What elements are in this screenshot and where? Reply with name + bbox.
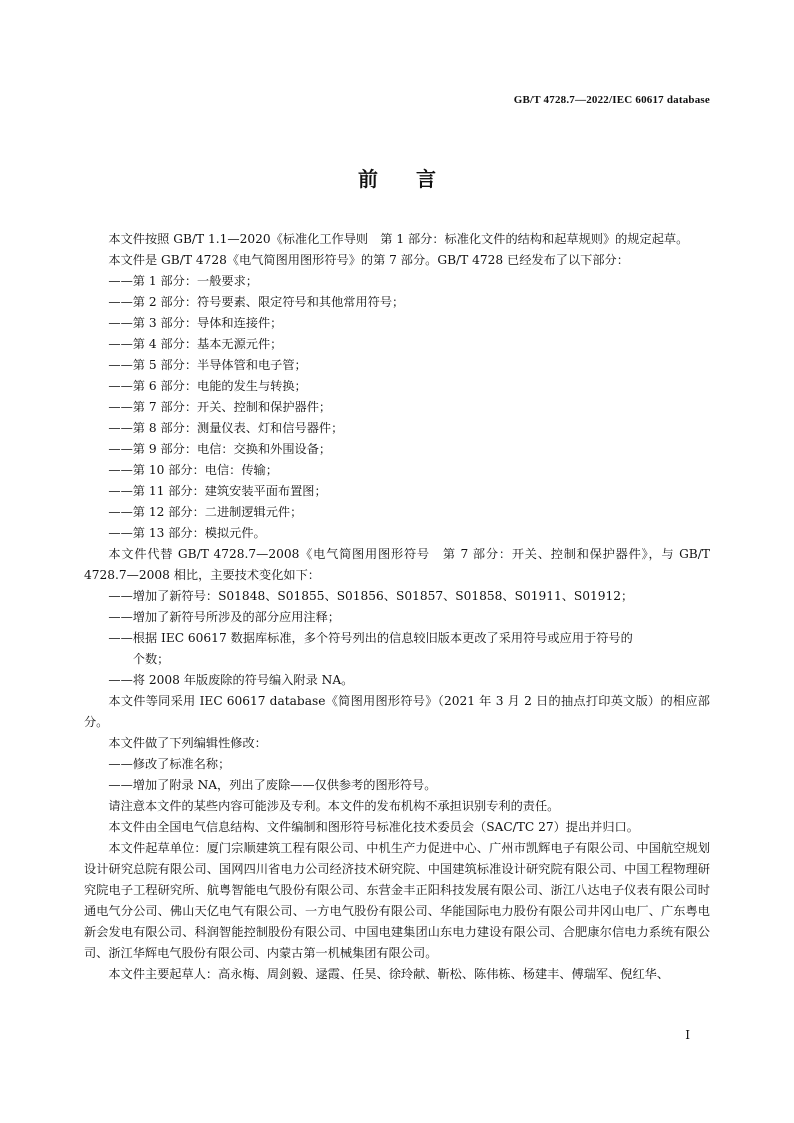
list-item-part: ——第 2 部分：符号要素、限定符号和其他常用符号； xyxy=(108,295,405,309)
list-item-change-continued: 个数； xyxy=(132,652,170,666)
list-item-edit: ——增加了附录 NA，列出了废除——仅供参考的图形符号。 xyxy=(108,778,437,792)
list-item-part: ——第 11 部分：建筑安装平面布置图； xyxy=(108,484,327,498)
page-number: I xyxy=(685,1028,690,1042)
list-item-change: ——增加了新符号：S01848、S01855、S01856、S01857、S01858、S01911、S01912； xyxy=(108,589,634,603)
list-item-change: ——将 2008 年版废除的符号编入附录 NA。 xyxy=(108,673,354,687)
list-item-part: ——第 4 部分：基本无源元件； xyxy=(108,337,283,351)
standard-header: GB/T 4728.7—2022/IEC 60617 database xyxy=(513,94,710,106)
paragraph-proposer: 本文件由全国电气信息结构、文件编制和图形符号标准化技术委员会（SAC/TC 27）提出并归口。 xyxy=(108,820,639,834)
list-item-part: ——第 3 部分：导体和连接件； xyxy=(108,316,283,330)
paragraph-drafters: 本文件主要起草人：高永梅、周剑毅、逯霞、任昊、徐玲献、靳松、陈伟栋、杨建丰、傅瑞军、倪红华、 xyxy=(108,967,670,981)
list-item-part: ——第 5 部分：半导体管和电子管； xyxy=(108,358,307,372)
paragraph-replaces: 本文件代替 GB/T 4728.7—2008《电气简图用图形符号 第 7 部分：开关、控制和保护器件》，与 GB/T 4728.7—2008 相比，主要技术变化如下： xyxy=(84,547,714,582)
page-title: 前言 xyxy=(358,167,474,191)
paragraph-drafting-rules: 本文件按照 GB/T 1.1—2020《标准化工作导则 第 1 部分：标准化文件的结构和起草规则》的规定起草。 xyxy=(108,232,689,246)
list-item-part: ——第 7 部分：开关、控制和保护器件； xyxy=(108,400,332,414)
list-item-edit: ——修改了标准名称； xyxy=(108,757,231,771)
paragraph-editorial-intro: 本文件做了下列编辑性修改： xyxy=(108,736,267,750)
list-item-part: ——第 12 部分：二进制逻辑元件； xyxy=(108,505,303,519)
list-item-part: ——第 6 部分：电能的发生与转换； xyxy=(108,379,307,393)
paragraph-patent-notice: 请注意本文件的某些内容可能涉及专利。本文件的发布机构不承担识别专利的责任。 xyxy=(108,799,560,813)
list-item-change: ——增加了新符号所涉及的部分应用注释； xyxy=(108,610,340,624)
list-item-change: ——根据 IEC 60617 数据库标准，多个符号列出的信息较旧版本更改了采用符号或应用于符号的 xyxy=(108,631,633,645)
list-item-part: ——第 10 部分：电信：传输； xyxy=(108,463,278,477)
paragraph-drafting-units: 本文件起草单位：厦门宗顺建筑工程有限公司、中机生产力促进中心、广州市凯辉电子有限公司、中国航空规划设计研究总院有限公司、国网四川省电力公司经济技术研究院、中国建筑标准设计研究院有限公司、中国工程物理研究院电子工程研究所、航粤智能电气股份有限公司、东营金丰正阳科技发展有限公司、浙江八达电子仪表有限公司时通电气分公司、佛山天亿电气有限公司、一方电气股份有限公司、华能国际电力股份有限公司井冈山电厂、广东粤电新会发电有限公司、科润智能控制股份有限公司、中国电建集团山东电力建设有限公司、合肥康尔信电力系统有限公司、浙江华辉电气股份有限公司、内蒙古第一机械集团有限公司。 xyxy=(84,841,710,960)
list-item-part: ——第 8 部分：测量仪表、灯和信号器件； xyxy=(108,421,344,435)
list-item-part: ——第 13 部分：模拟元件。 xyxy=(108,526,266,540)
paragraph-equivalence: 本文件等同采用 IEC 60617 database《简图用图形符号》（2021 年 3 月 2 日的抽点打印英文版）的相应部分。 xyxy=(84,694,710,729)
paragraph-series-intro: 本文件是 GB/T 4728《电气简图用图形符号》的第 7 部分。GB/T 4728 已经发布了以下部分： xyxy=(108,253,629,267)
list-item-part: ——第 9 部分：电信：交换和外围设备； xyxy=(108,442,332,456)
document-body xyxy=(84,229,714,985)
list-item-part: ——第 1 部分：一般要求； xyxy=(108,274,258,288)
